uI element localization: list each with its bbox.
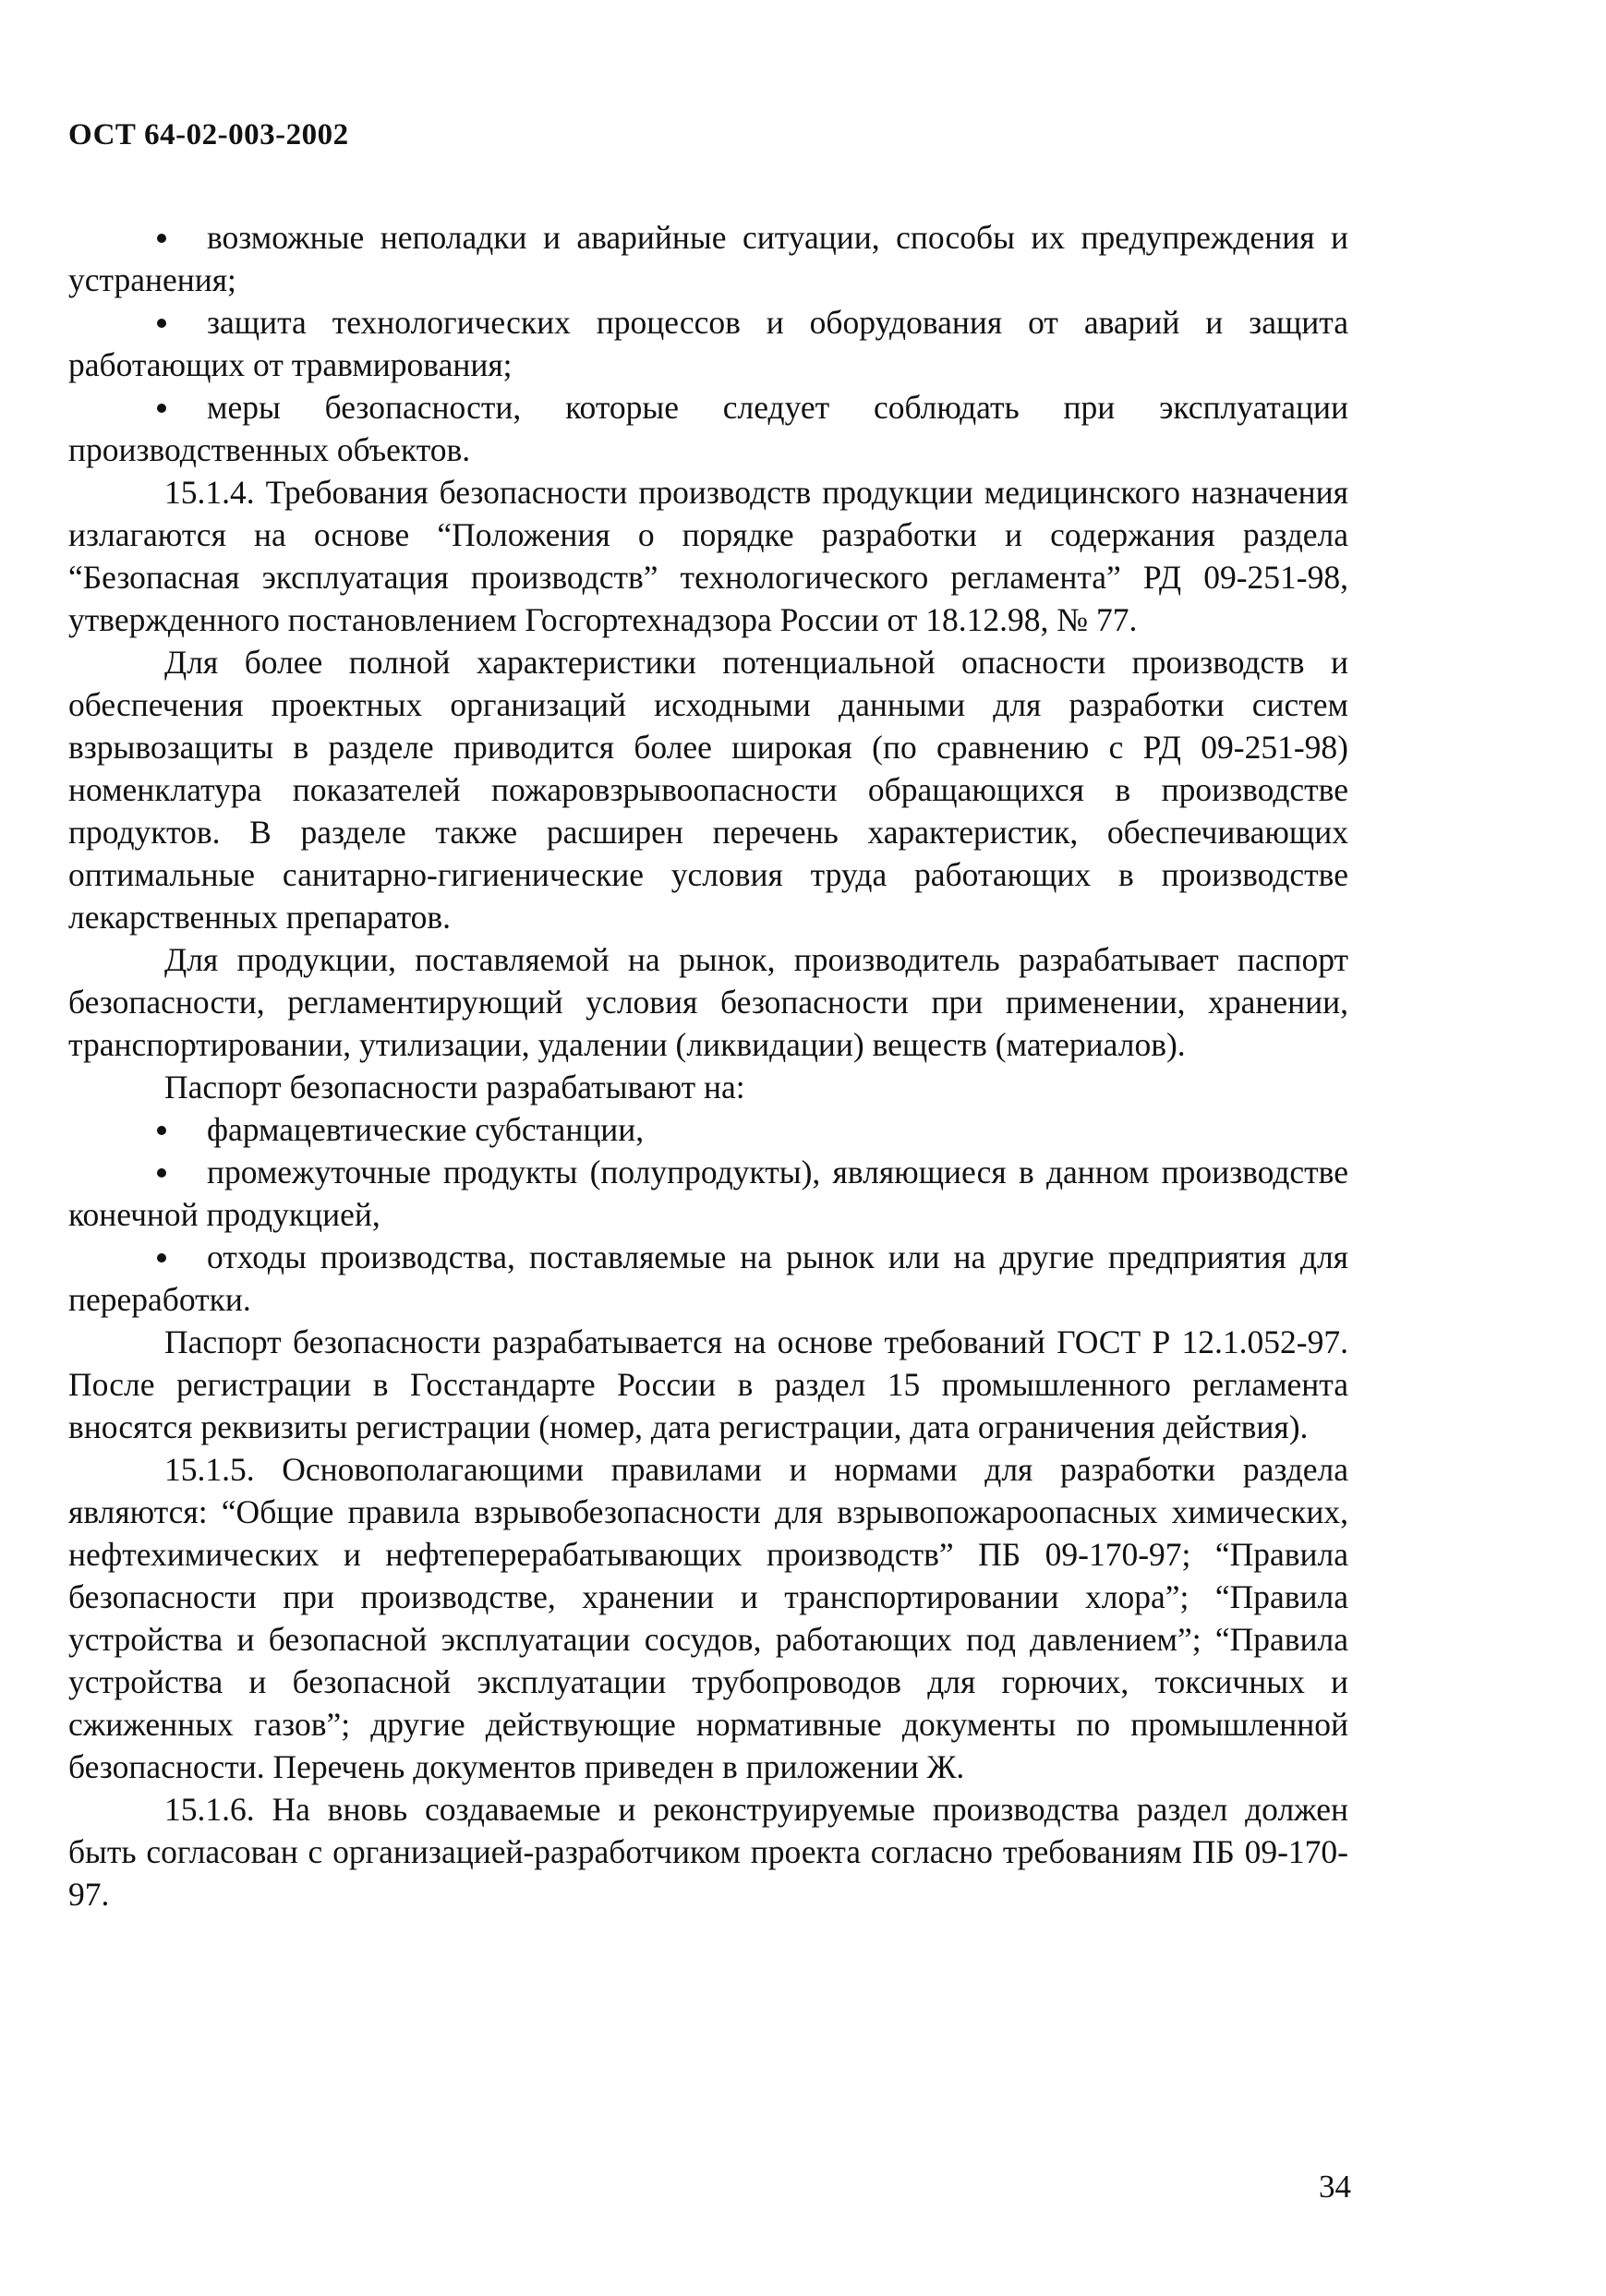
bullet-text: фармацевтические субстанции, [207,1111,645,1148]
bullet-icon [157,216,207,259]
document-body [68,216,1348,1915]
bullet-text: защита технологических процессов и оборудования от аварий и защита работающих от травмирования; [68,304,1348,383]
bullet-icon [157,1151,207,1193]
bullet-text: отходы производства, поставляемые на рынок или на другие предприятия для переработки. [68,1239,1348,1318]
document-code: ОСТ 64-02-003-2002 [68,118,349,151]
paragraph: Паспорт безопасности разрабатывают на: [164,1069,745,1106]
bullet-item [68,301,1348,386]
bullet-item [68,1151,1348,1236]
bullet-item [68,216,1348,301]
paragraph: 15.1.6. На вновь создаваемые и реконструируемые производства раздел должен быть согласован с организацией-разработчиком проекта согласно требованиям ПБ 09-170-97. [68,1791,1348,1913]
bullet-text: промежуточные продукты (полупродукты), являющиеся в данном производстве конечной продукцией, [68,1154,1348,1233]
paragraph: Паспорт безопасности разрабатывается на основе требований ГОСТ Р 12.1.052-97. После регистрации в Госстандарте России в раздел 15 промышленного регламента вносятся реквизиты регистрации (номер, дата регистрации, дата ограничения действия). [68,1323,1348,1445]
paragraph: 15.1.5. Основополагающими правилами и нормами для разработки раздела являются: “Общие правила взрывобезопасности для взрывопожароопасных химических, нефтехимических и нефтеперерабатывающих производств” ПБ 09-170-97; “Правила безопасности при производстве, хранении и транспортировании хлора”; “Правила устройства и безопасной эксплуатации сосудов, работающих под давлением”; “Правила устройства и безопасной эксплуатации трубопроводов для горючих, токсичных и сжиженных газов”; другие действующие нормативные документы по промышленной безопасности. Перечень документов приведен в приложении Ж. [68,1451,1348,1785]
bullet-text: возможные неполадки и аварийные ситуации, способы их предупреждения и устранения; [68,219,1348,298]
bullet-icon [157,301,207,344]
paragraph: Для более полной характеристики потенциальной опасности производств и обеспечения проектных организаций исходными данными для разработки систем взрывозащиты в разделе приводится более широкая (по сравнению с РД 09-251-98) номенклатура показателей пожаровзрывоопасности обращающихся в производстве продуктов. В разделе также расширен перечень характеристик, обеспечивающих оптимальные санитарно-гигиенические условия труда работающих в производстве лекарственных препаратов. [68,644,1348,936]
bullet-item [68,1108,1348,1151]
bullet-item [68,1236,1348,1321]
bullet-item [68,386,1348,471]
paragraph: Для продукции, поставляемой на рынок, производитель разрабатывает паспорт безопасности, регламентирующий условия безопасности при применении, хранении, транспортировании, утилизации, удалении (ликвидации) веществ (материалов). [68,941,1348,1063]
bullet-text: меры безопасности, которые следует соблюдать при эксплуатации производственных объектов. [68,389,1348,468]
paragraph: 15.1.4. Требования безопасности производств продукции медицинского назначения излагаются на основе “Положения о порядке разработки и содержания раздела “Безопасная эксплуатация производств” технологического регламента” РД 09-251-98, утвержденного постановлением Госгортехнадзора России от 18.12.98, № 77. [68,474,1348,638]
page-number: 34 [1319,2169,1351,2205]
bullet-icon [157,386,207,429]
bullet-icon [157,1236,207,1278]
bullet-icon [157,1108,207,1151]
